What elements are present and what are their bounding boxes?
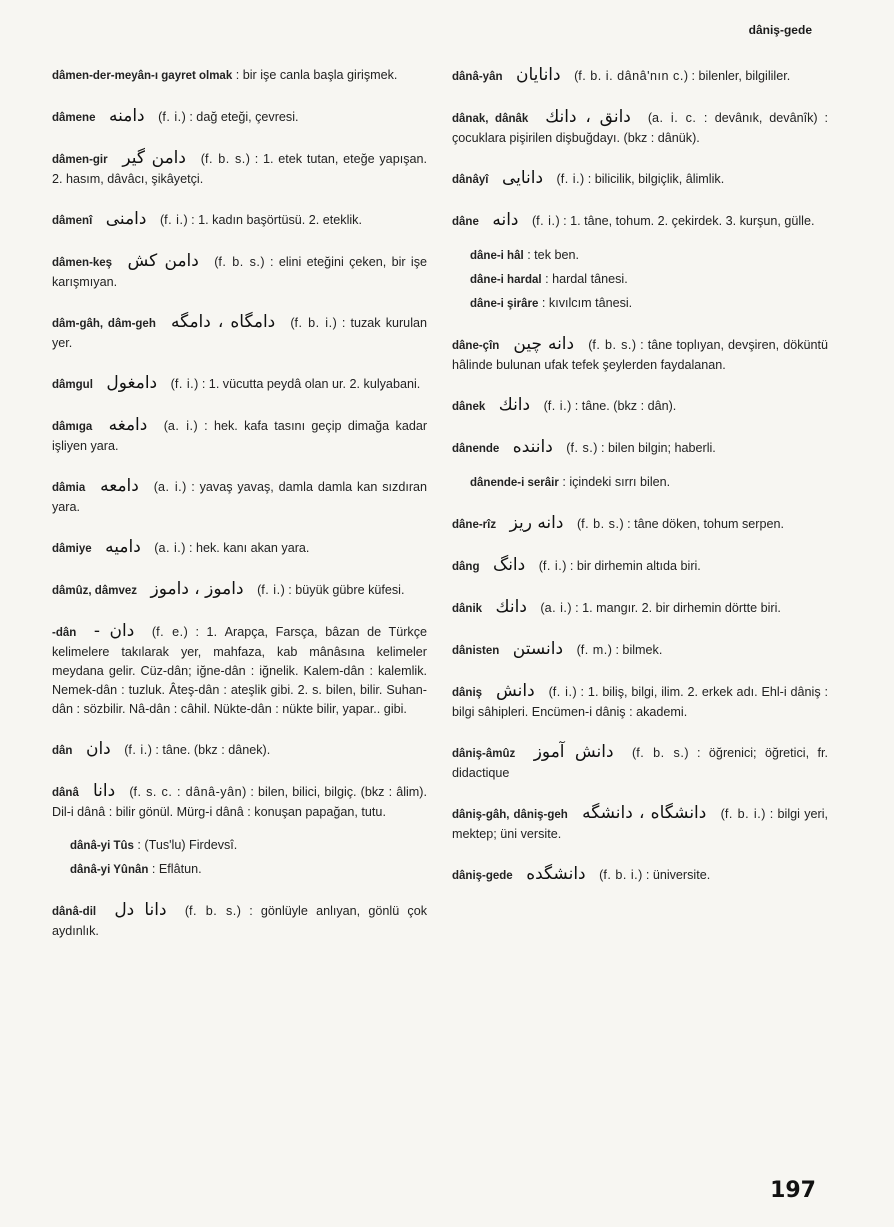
grammar-note: (f. b. s.) xyxy=(214,255,265,269)
definition: : 1. biliş, bilgi, ilim. 2. erkek adı. Ehl-i dâniş : bilgi sâhipleri. Encümen-i dâniş : akademi. xyxy=(452,685,829,719)
grammar-note: (f. i.) xyxy=(159,213,188,227)
grammar-note: (f. b. i. dânâ'nın c.) xyxy=(574,69,689,83)
definition: : 1. kadın başörtüsü. 2. eteklik. xyxy=(191,213,362,227)
arabic-script: دانشگده xyxy=(526,864,586,884)
definition: : Eflâtun. xyxy=(151,862,202,876)
definition: : 1. etek tutan, eteğe yapışan. 2. hasım, dâvâcı, şikâyetçi. xyxy=(52,152,427,186)
arabic-script: دامیه xyxy=(105,537,141,557)
headword: dân xyxy=(52,745,73,757)
grammar-note: (f. i.) xyxy=(543,399,572,413)
grammar-note: (a. i.) xyxy=(154,541,186,555)
grammar-note: (f. b. s.) xyxy=(184,904,241,918)
headword: dâmen-gir xyxy=(52,154,108,166)
dictionary-entry xyxy=(452,743,828,783)
headword: dâniş-gâh, dâniş-geh xyxy=(452,809,568,821)
headword: dâmiye xyxy=(52,543,92,555)
headword: dâniş-âmûz xyxy=(452,748,516,760)
headword: dâmûz, dâmvez xyxy=(52,585,137,597)
dictionary-entry xyxy=(452,335,828,375)
dictionary-entry xyxy=(452,598,828,619)
grammar-note: (f. b. i.) xyxy=(599,868,643,882)
definition: : öğrenici; öğretici, fr. didactique xyxy=(452,746,828,780)
grammar-note: (f. s.) xyxy=(566,441,598,455)
dictionary-entry xyxy=(52,149,427,189)
definition: : elini eteğini çeken, bir işe karışmıyan. xyxy=(52,255,428,289)
dictionary-entry xyxy=(52,477,427,517)
definition: : yavaş yavaş, damla damla kan sızdıran yara. xyxy=(52,480,428,514)
arabic-script: دانا xyxy=(92,781,116,801)
definition: : kıvılcım tânesi. xyxy=(541,296,633,310)
definition: : tuzak kurulan yer. xyxy=(52,316,427,350)
dictionary-entry xyxy=(52,782,427,822)
dictionary-entry xyxy=(452,473,828,493)
arabic-script: دان - xyxy=(93,621,135,641)
arabic-script: دامنه xyxy=(108,106,145,126)
definition: : hek. kafa tasını geçip dimağa kadar işliyen yara. xyxy=(52,419,428,453)
arabic-script: داموز ، داموز xyxy=(150,579,244,599)
definition: : bilmek. xyxy=(615,643,663,657)
grammar-note: (f. i.) xyxy=(124,743,152,757)
dictionary-entry xyxy=(452,514,828,535)
dictionary-entry xyxy=(52,622,427,719)
definition: devânık, devânîk) : çocuklara pişirilen dişbuğdayı. (bkz : dânük). xyxy=(452,111,828,145)
dictionary-entry xyxy=(52,66,427,86)
headword: dânende-i serâir xyxy=(470,477,559,489)
grammar-note: (f. b. s.) xyxy=(632,746,689,760)
arabic-script: دانك xyxy=(495,597,527,617)
grammar-note: (f. i.) xyxy=(531,214,560,228)
dictionary-entry xyxy=(452,640,828,661)
headword: dânisten xyxy=(452,645,500,657)
dictionary-entry xyxy=(52,313,427,353)
grammar-note: (f. b. i.) xyxy=(720,807,766,821)
grammar-note: (f. b. s.) xyxy=(200,152,250,166)
left-column xyxy=(52,66,427,941)
dictionary-entry xyxy=(52,580,427,601)
dictionary-entry xyxy=(452,66,828,87)
definition: : tâne. (bkz : dânek). xyxy=(155,743,271,757)
dictionary-entry xyxy=(52,836,427,856)
dictionary-entry xyxy=(452,556,828,577)
dictionary-entry xyxy=(452,682,828,722)
headword: dâne-rîz xyxy=(452,519,497,531)
arabic-script: دانه ریز xyxy=(509,513,564,533)
dictionary-entry xyxy=(452,804,828,844)
arabic-script: دامگاه ، دامگه xyxy=(170,312,276,332)
dictionary-entry xyxy=(52,416,427,456)
arabic-script: دامغول xyxy=(106,373,158,393)
headword: dâmen-keş xyxy=(52,257,113,269)
arabic-script: دامعه xyxy=(100,476,139,496)
headword: dâne xyxy=(452,216,479,228)
definition: : 1. Arapça, Farsça, bâzan de Türkçe kelimelere takılarak yer, mahfaza, kab mânâsına kelimeler meydana gelir. Cüz-dân; iğne-dân : iğnelik. Kalem-dân : kalemlik. Nemek-dân : tuzluk. Âteş-dân : ateşlik gibi. 2. s. bilen, bilir. Suhan-dân : sözbilir. Nâ-dân : câhil. Nükte-dân : nükte bilir, yapar.. gibi. xyxy=(52,625,427,716)
grammar-note: (f. b. i.) xyxy=(290,316,337,330)
dictionary-entry xyxy=(452,396,828,417)
dictionary-entry xyxy=(452,438,828,459)
right-column xyxy=(452,66,828,886)
definition: : üniversite. xyxy=(645,868,711,882)
dictionary-entry xyxy=(52,901,427,941)
headword: dâne-i hardal xyxy=(470,274,542,286)
arabic-script: دان xyxy=(85,739,111,759)
headword: dâmen-der-meyân-ı gayret olmak xyxy=(52,70,233,82)
grammar-note: (f. i.) xyxy=(556,172,585,186)
definition: : tek ben. xyxy=(527,248,579,262)
headword: dâmenî xyxy=(52,215,93,227)
arabic-script: دانشگاه ، دانشگه xyxy=(582,803,707,823)
headword: dânâ-yi Tûs xyxy=(70,840,134,852)
definition: : hardal tânesi. xyxy=(545,272,628,286)
definition: : bilenler, bilgililer. xyxy=(691,69,791,83)
definition: : içindeki sırrı bilen. xyxy=(562,475,671,489)
definition: : (Tus'lu) Firdevsî. xyxy=(137,838,238,852)
dictionary-entry xyxy=(452,211,828,232)
headword: dâniş xyxy=(452,687,483,699)
headword: dâmia xyxy=(52,482,86,494)
arabic-script: دامن کش xyxy=(127,251,199,271)
headword: dâng xyxy=(452,561,480,573)
grammar-note: (f. i.) xyxy=(548,685,577,699)
headword: dâmene xyxy=(52,112,96,124)
definition: : bilicilik, bilgiçlik, âlimlik. xyxy=(587,172,725,186)
headword: dânâ-dil xyxy=(52,906,97,918)
headword: dâmıga xyxy=(52,421,93,433)
definition: : bir işe canla başla girişmek. xyxy=(235,68,398,82)
headword: dâne-i hâl xyxy=(470,250,524,262)
grammar-note: (f. i.) xyxy=(257,583,285,597)
definition: : bir dirhemin altıda biri. xyxy=(569,559,701,573)
headword: dâmgul xyxy=(52,379,93,391)
dictionary-entry xyxy=(52,252,427,292)
arabic-script: دانه چین xyxy=(513,334,575,354)
dictionary-entry xyxy=(452,108,828,148)
dictionary-entry xyxy=(452,246,828,266)
grammar-note: (f. i.) xyxy=(170,377,199,391)
dictionary-entry xyxy=(452,294,828,314)
definition: : 1. vücutta peydâ olan ur. 2. kulyabani. xyxy=(201,377,421,391)
arabic-script: دامغه xyxy=(108,415,148,435)
definition: : bilen, bilici, bilgiç. (bkz : âlim). Dil-i dânâ : bilir gönül. Mürg-i dânâ : konuşan papağan, tutu. xyxy=(52,785,427,819)
arabic-script: دانق ، دانك xyxy=(545,107,631,127)
definition: : 1. mangır. 2. bir dirhemin dörtte biri. xyxy=(575,601,781,615)
headword: dânâ-yân xyxy=(452,71,503,83)
headword: dâne-i şirâre xyxy=(470,298,539,310)
dictionary-entry xyxy=(452,270,828,290)
definition: : büyük gübre küfesi. xyxy=(288,583,405,597)
dictionary-entry xyxy=(52,107,427,128)
grammar-note: (f. i.) xyxy=(538,559,567,573)
definition: : bilgi yeri, mektep; üni versite. xyxy=(452,807,829,841)
arabic-script: داننده xyxy=(512,437,553,457)
dictionary-entry xyxy=(52,210,427,231)
headword: dânak, dânâk xyxy=(452,113,529,125)
arabic-script: دانگ xyxy=(492,555,526,575)
arabic-script: دامنی xyxy=(105,209,147,229)
headword: dânâyî xyxy=(452,174,489,186)
headword: dânik xyxy=(452,603,483,615)
grammar-note: (f. e.) xyxy=(151,625,188,639)
dictionary-entry xyxy=(52,374,427,395)
arabic-script: دانایی xyxy=(501,168,544,188)
arabic-script: دانا دل xyxy=(114,900,167,920)
headword: -dân xyxy=(52,627,77,639)
grammar-note: (f. m.) xyxy=(576,643,612,657)
grammar-note: (f. i.) xyxy=(158,110,186,124)
definition: : tâne. (bkz : dân). xyxy=(574,399,677,413)
dictionary-entry xyxy=(52,860,427,880)
headword: dânek xyxy=(452,401,486,413)
definition: : tâne toplıyan, devşiren, döküntü hâlinde bulunan ufak tefek şeylerden faydalanan. xyxy=(452,338,829,372)
definition: : tâne döken, tohum serpen. xyxy=(627,517,784,531)
grammar-note: (a. i.) xyxy=(163,419,198,433)
definition: : bilen bilgin; haberli. xyxy=(600,441,716,455)
grammar-note: (a. i. c. : xyxy=(647,111,708,125)
arabic-script: دانه xyxy=(492,210,519,230)
dictionary-entry xyxy=(452,865,828,886)
definition: : dağ eteği, çevresi. xyxy=(189,110,299,124)
arabic-script: دانستن xyxy=(512,639,564,659)
dictionary-entry xyxy=(52,740,427,761)
headword: dâne-çîn xyxy=(452,340,500,352)
headword: dânende xyxy=(452,443,500,455)
headword: dânâ-yi Yûnân xyxy=(70,864,149,876)
headword: dânâ xyxy=(52,787,79,799)
running-head: dâniş-gede xyxy=(748,23,812,37)
grammar-note: (f. b. s.) xyxy=(588,338,637,352)
headword: dâniş-gede xyxy=(452,870,513,882)
arabic-script: دانك xyxy=(498,395,531,415)
definition: : hek. kanı akan yara. xyxy=(188,541,310,555)
dictionary-entry xyxy=(52,538,427,559)
grammar-note: (a. i.) xyxy=(540,601,572,615)
grammar-note: (f. s. c. : dânâ-yân) xyxy=(129,785,247,799)
page-number: 197 xyxy=(770,1178,816,1203)
dictionary-entry xyxy=(452,169,828,190)
definition: : gönlüyle anlıyan, gönlü çok aydınlık. xyxy=(52,904,428,938)
headword: dâm-gâh, dâm-geh xyxy=(52,318,156,330)
grammar-note: (a. i.) xyxy=(153,480,187,494)
arabic-script: دانش آموز xyxy=(533,742,614,762)
arabic-script: دانش xyxy=(495,681,535,701)
definition: : 1. tâne, tohum. 2. çekirdek. 3. kurşun, gülle. xyxy=(563,214,815,228)
arabic-script: دامن گیر xyxy=(122,148,186,168)
grammar-note: (f. b. s.) xyxy=(576,517,624,531)
arabic-script: دانایان xyxy=(516,65,561,85)
